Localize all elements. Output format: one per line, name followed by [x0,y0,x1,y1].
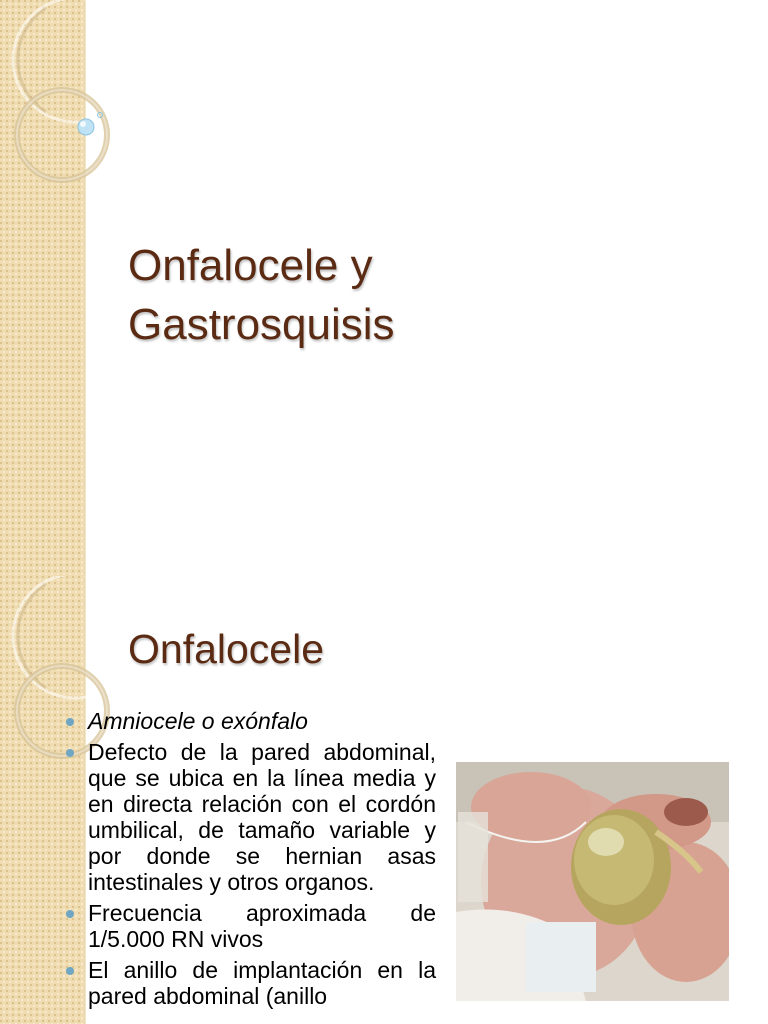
list-item: Frecuencia aproximada de 1/5.000 RN vivos [88,900,436,952]
decorative-ring-icon [0,0,140,200]
list-item: Defecto de la pared abdominal, que se ubica en la línea media y en directa relación con el cordón umbilical, de tamaño variable y por donde se hernian asas intestinales y otros organos. [88,739,436,895]
title-line-1: Onfalocele y [128,241,373,290]
content-slide [0,576,768,1024]
omphalocele-photo [456,762,729,1001]
slide-title: Onfalocele [128,626,325,672]
presentation-title [128,236,648,354]
bullet-list [88,708,436,1014]
title-line-2: Gastrosquisis [128,300,395,349]
list-item: Amniocele o exónfalo [88,708,436,734]
list-item: El anillo de implantación en la pared abdominal (anillo [88,957,436,1009]
